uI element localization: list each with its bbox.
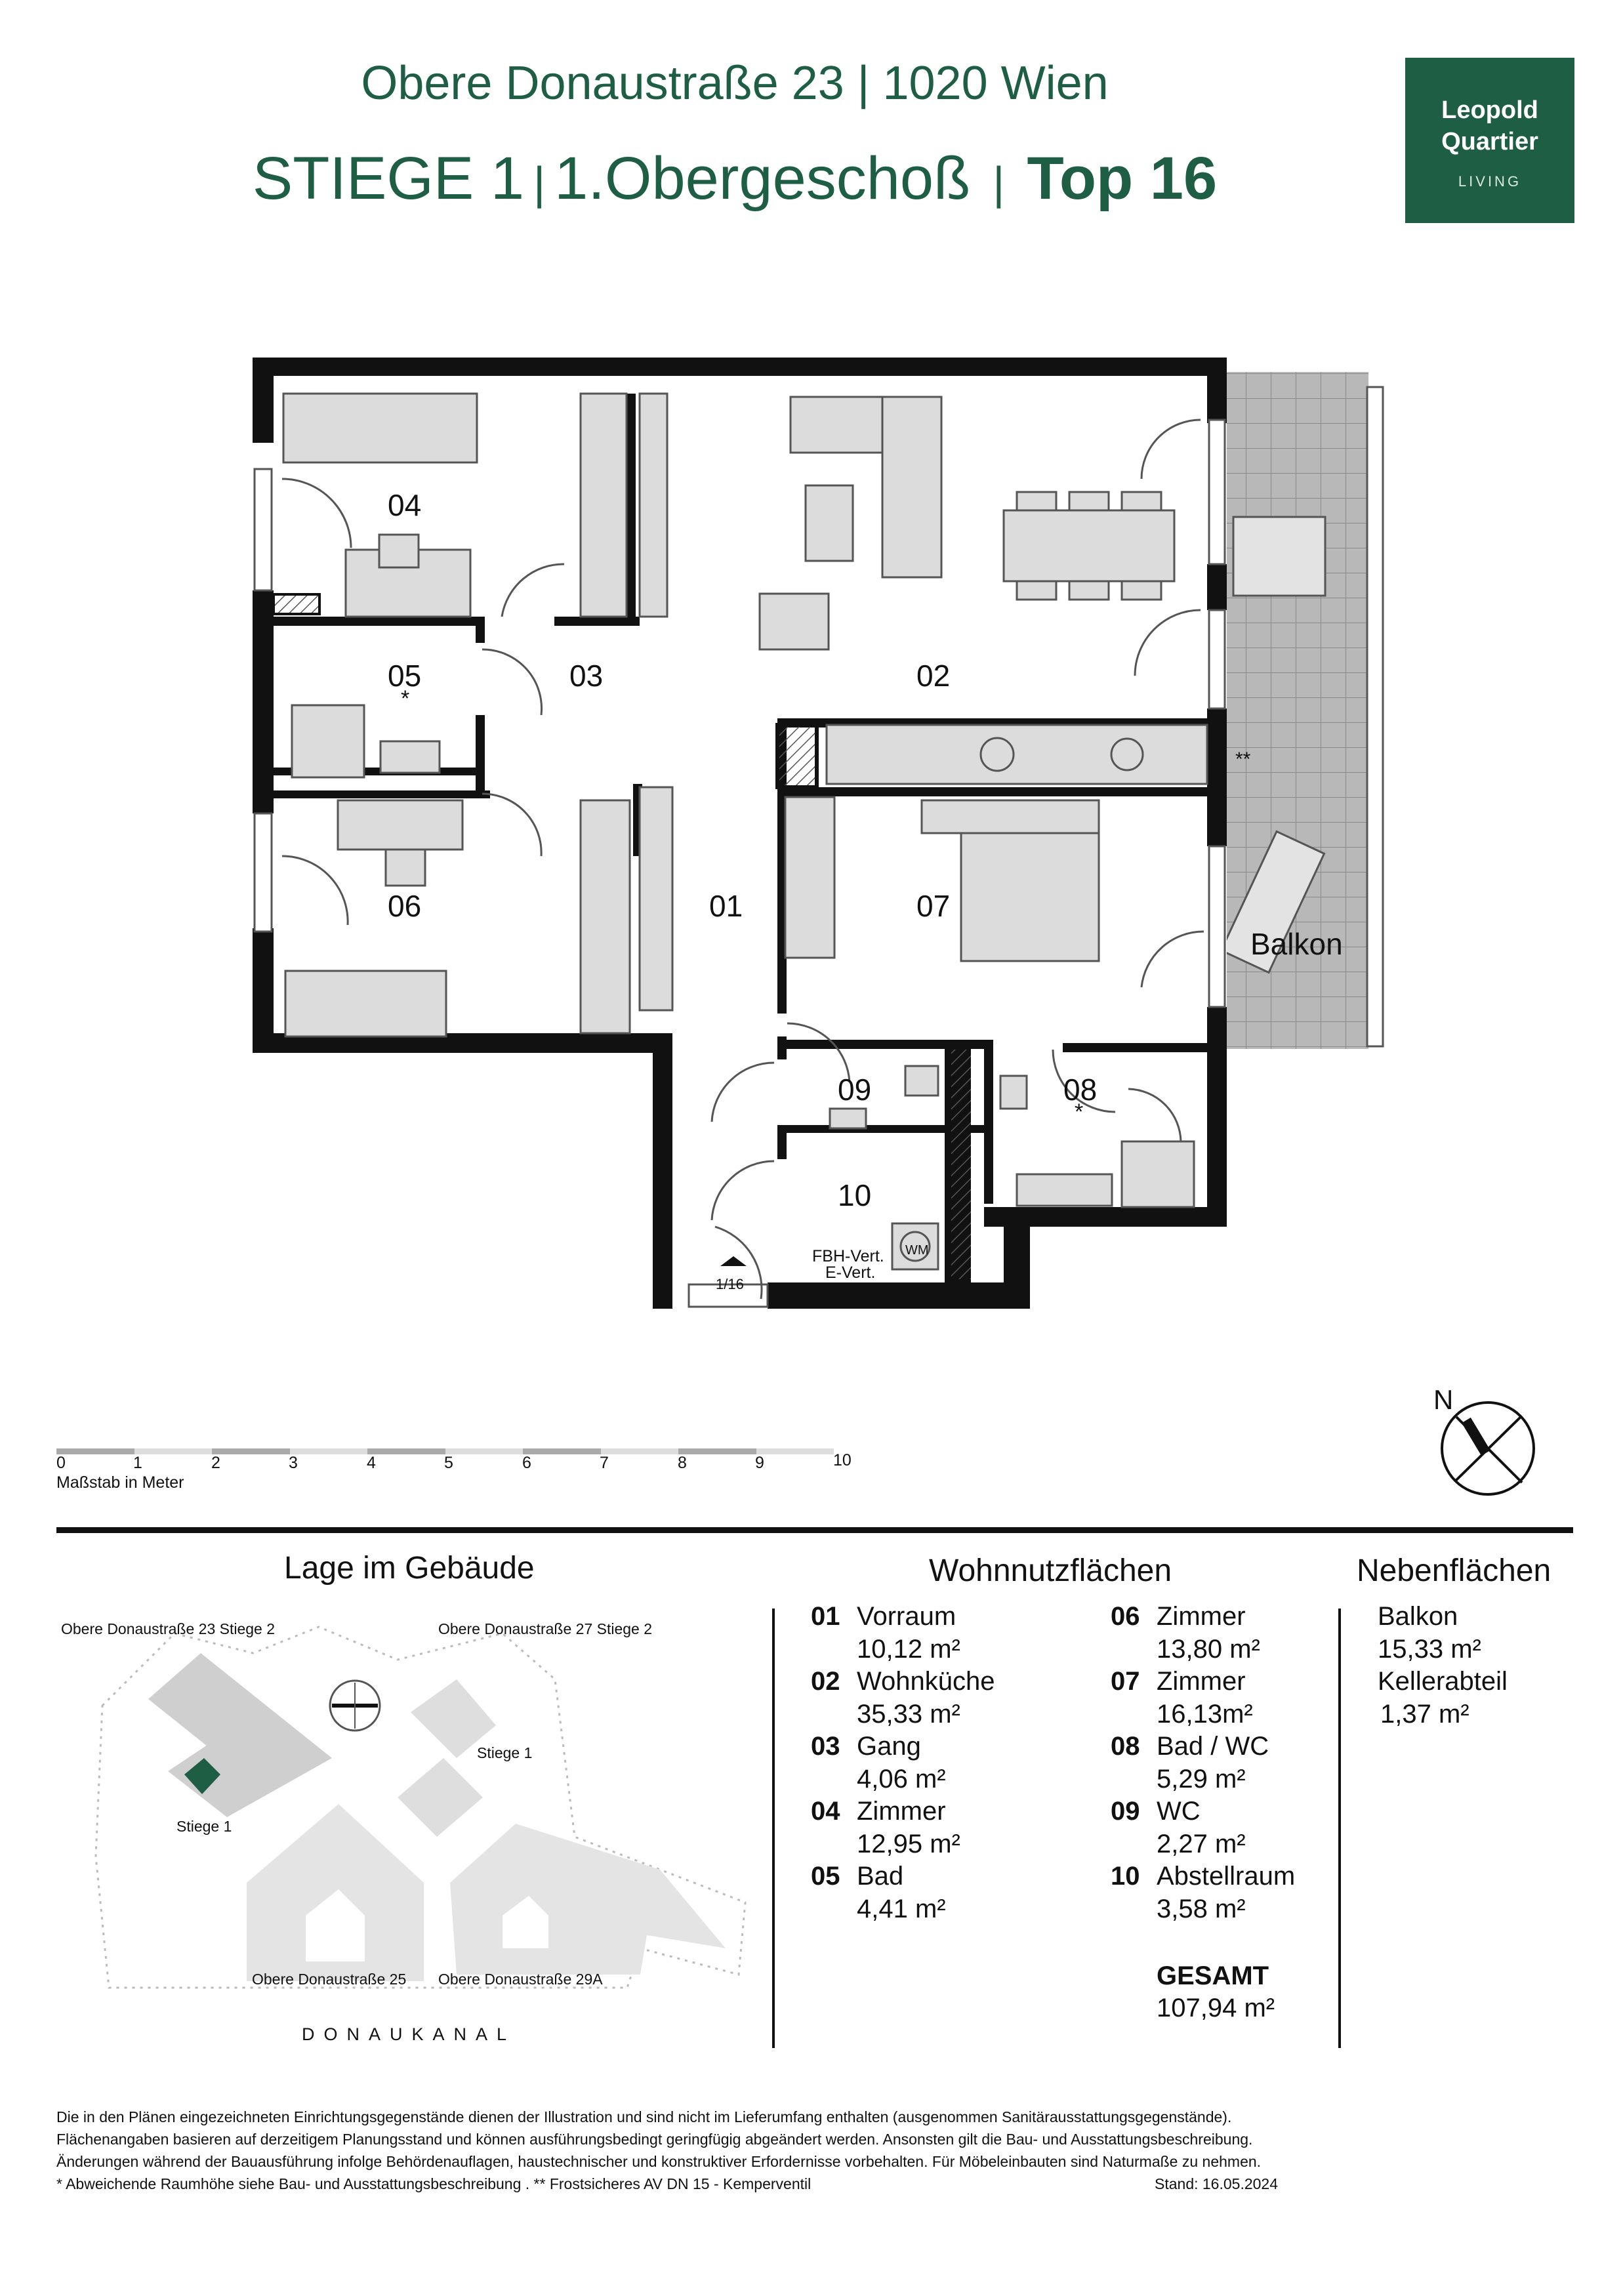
area-entry-02: 02 Wohnküche 35,33 m²	[811, 1667, 995, 1729]
scale-tick-3: 3	[289, 1454, 298, 1472]
wm-label: WM	[905, 1243, 929, 1258]
location-title: Lage im Gebäude	[284, 1551, 535, 1586]
area-entry-04: 04 Zimmer 12,95 m²	[811, 1797, 960, 1858]
side-area-balkon-size: 15,33 m²	[1378, 1634, 1481, 1664]
compass-icon	[1442, 1403, 1534, 1494]
scale-tick-1: 1	[133, 1454, 142, 1472]
room-label-08: 08	[1063, 1073, 1098, 1107]
area-entry-01: 01 Vorraum 10,12 m²	[811, 1602, 960, 1664]
balcony-table	[1233, 517, 1325, 596]
shaft	[777, 725, 817, 787]
unit-heading: STIEGE 1 | 1.Obergeschoß | Top 16	[252, 145, 1218, 212]
areas-list-left	[811, 1601, 995, 1925]
room-label-06: 06	[388, 889, 422, 923]
side-areas-list	[1378, 1601, 1508, 1731]
room-label-10: 10	[838, 1178, 872, 1212]
floor-label: 1.Obergeschoß	[554, 145, 971, 212]
scale-tick-4: 4	[367, 1454, 376, 1472]
balcony-label: Balkon	[1250, 927, 1343, 961]
unit-label: Top 16	[1027, 145, 1218, 212]
balcony-railing	[1367, 387, 1383, 1046]
scale-tick-6: 6	[522, 1454, 531, 1472]
room-label-07: 07	[916, 889, 951, 923]
logo-line2: Quartier	[1441, 128, 1538, 155]
disclaimer-line-2: Flächenangaben basieren auf derzeitigem Planungsstand und können ausführungsbedingt geringfügig abgeändert werden. Ansonsten gilt die Bau- und Ausstattungsbeschreibung.	[56, 2131, 1253, 2148]
room-label-09: 09	[838, 1073, 872, 1107]
address: Obere Donaustraße 23 | 1020 Wien	[361, 57, 1109, 110]
label-stiege1-a: Stiege 1	[477, 1744, 533, 1761]
label-od29a: Obere Donaustraße 29A	[438, 1971, 603, 1988]
room-08-star: *	[1075, 1099, 1084, 1124]
logo-line3: LIVING	[1458, 173, 1522, 190]
total-label: GESAMT	[1157, 1961, 1269, 1990]
label-stiege1-b: Stiege 1	[176, 1818, 232, 1835]
areas-title: Wohnnutzflächen	[929, 1553, 1172, 1588]
room-label-02: 02	[916, 659, 951, 693]
label-od27-stiege2: Obere Donaustraße 27 Stiege 2	[438, 1620, 653, 1637]
disclaimer-line-3: Änderungen während der Bauausführung infolge Behördenauflagen, haustechnischer und konstruktiver Erfordernisse vorbehalten. Für Möbeleinbauten sind Naturmaße zu nehmen.	[56, 2153, 1262, 2170]
side-area-keller: Kellerabteil	[1378, 1667, 1508, 1696]
label-od25: Obere Donaustraße 25	[252, 1971, 407, 1988]
logo-line1: Leopold	[1441, 96, 1538, 124]
side-areas-title: Nebenflächen	[1357, 1553, 1551, 1588]
column-divider-left	[772, 1609, 775, 2048]
disclaimer-line-4: * Abweichende Raumhöhe siehe Bau- und Ausstattungsbeschreibung . ** Frostsicheres AV DN 15 - Kemperventil	[56, 2175, 812, 2192]
side-area-keller-size: 1,37 m²	[1380, 1699, 1469, 1729]
area-entry-03: 03 Gang 4,06 m²	[811, 1732, 946, 1794]
ev-label: E-Vert.	[825, 1263, 876, 1282]
north-label: N	[1433, 1384, 1454, 1415]
scale-tick-5: 5	[444, 1454, 453, 1472]
scale-tick-2: 2	[211, 1454, 220, 1472]
stand-date: Stand: 16.05.2024	[1155, 2175, 1278, 2192]
scale-tick-8: 8	[678, 1454, 687, 1472]
frost-valve-note: **	[1235, 748, 1251, 770]
column-divider-right	[1338, 1609, 1341, 2048]
scale-tick-0: 0	[56, 1454, 66, 1472]
area-entry-06: 06 Zimmer 13,80 m²	[1111, 1602, 1260, 1664]
entrance-arrow-icon	[720, 1256, 747, 1266]
total-area: 107,94 m²	[1157, 1994, 1275, 2022]
disclaimer-line-1: Die in den Plänen eingezeichneten Einrichtungsgegenstände dienen der Illustration und sind nicht im Lieferumfang enthalten (ausgenommen Sanitärausstattungsgegenstände).	[56, 2108, 1232, 2125]
entrance-label: 1/16	[716, 1276, 744, 1292]
area-entry-05: 05 Bad 4,41 m²	[811, 1862, 946, 1923]
label-od23-stiege2: Obere Donaustraße 23 Stiege 2	[61, 1620, 276, 1637]
room-05-star: *	[401, 686, 410, 711]
label-donaukanal: DONAUKANAL	[302, 2024, 516, 2044]
scale-tick-7: 7	[600, 1454, 609, 1472]
area-entry-08: 08 Bad / WC 5,29 m²	[1111, 1732, 1269, 1794]
area-entry-07: 07 Zimmer 16,13m²	[1111, 1667, 1253, 1729]
area-entry-09: 09 WC 2,27 m²	[1111, 1797, 1246, 1858]
scale-caption: Maßstab in Meter	[56, 1473, 184, 1492]
stair-label: STIEGE 1	[252, 145, 524, 212]
scale-tick-9: 9	[755, 1454, 764, 1472]
fbh-label: FBH-Vert.	[812, 1247, 884, 1265]
section-divider	[56, 1527, 1573, 1533]
side-area-balkon: Balkon	[1378, 1602, 1458, 1631]
site-map	[56, 1607, 765, 2053]
room-label-03: 03	[569, 659, 604, 693]
room-label-05: 05	[388, 659, 422, 693]
room-label-01: 01	[709, 889, 743, 923]
room-label-04: 04	[388, 488, 422, 522]
areas-list-right	[1111, 1601, 1295, 1925]
area-entry-10: 10 Abstellraum 3,58 m²	[1111, 1862, 1296, 1923]
scale-tick-10: 10	[833, 1451, 852, 1469]
